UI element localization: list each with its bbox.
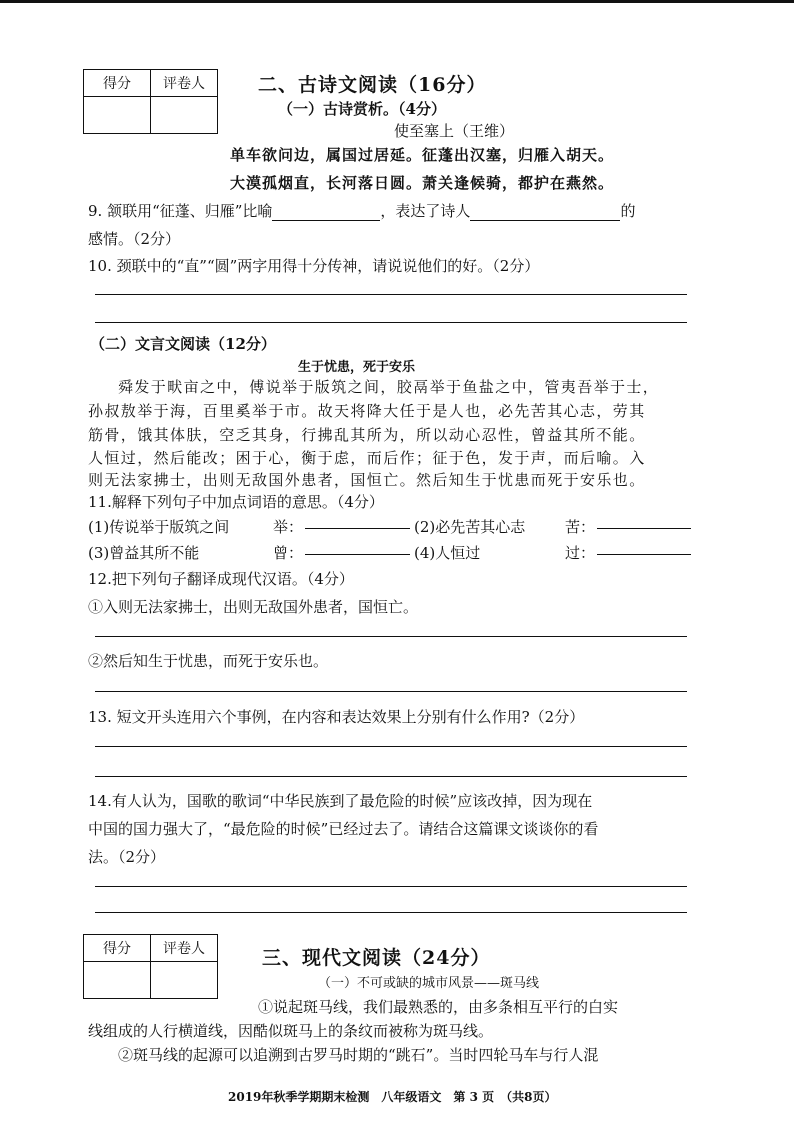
answer-line[interactable] bbox=[95, 746, 687, 747]
classical-line: 人恒过，然后能改；困于心，衡于虑，而后作；征于色，发于声，而后喻。入 bbox=[88, 449, 646, 467]
classical-line: 则无法家拂士，出则无敌国外患者，国恒亡。然后知生于忧患而死于安乐也。 bbox=[88, 471, 646, 489]
answer-line[interactable] bbox=[95, 691, 687, 692]
grader-cell[interactable] bbox=[151, 97, 218, 134]
score-label: 得分 bbox=[84, 935, 151, 962]
question-12: 12.把下列句子翻译成现代汉语。（4分） bbox=[88, 570, 354, 588]
question-14-line: 法。（2分） bbox=[88, 848, 166, 866]
q9-text-a: 9. 颔联用“征蓬、归雁”比喻 bbox=[88, 202, 273, 220]
q11-item-sentence: (3)曾益其所不能 bbox=[88, 544, 200, 562]
question-10: 10. 颈联中的“直”“圆”两字用得十分传神，请说说他们的好。（2分） bbox=[88, 257, 540, 275]
q11-blank[interactable] bbox=[305, 514, 410, 529]
section2-heading: 二、古诗文阅读（16分） bbox=[258, 74, 487, 96]
paragraph-1-line: 线组成的人行横道线，因酷似斑马上的条纹而被称为斑马线。 bbox=[88, 1022, 494, 1040]
classical-line: 筋骨，饿其体肤，空乏其身，行拂乱其所为，所以动心忍性，曾益其所不能。 bbox=[88, 426, 646, 444]
grader-label: 评卷人 bbox=[151, 935, 218, 962]
question-14-line: 14.有人认为，国歌的歌词“中华民族到了最危险的时候”应该改掉，因为现在 bbox=[88, 792, 593, 810]
q12-sentence-1: ①入则无法家拂士，出则无敌国外患者，国恒亡。 bbox=[88, 598, 419, 616]
score-cell[interactable] bbox=[84, 97, 151, 134]
classical-line: 舜发于畎亩之中，傅说举于版筑之间，胶鬲举于鱼盐之中，管夷吾举于士， bbox=[118, 378, 660, 396]
score-table bbox=[83, 69, 218, 134]
answer-line[interactable] bbox=[95, 776, 687, 777]
score-label: 得分 bbox=[84, 70, 151, 97]
q12-sentence-2: ②然后知生于忧患，而死于安乐也。 bbox=[88, 652, 329, 670]
q11-blank[interactable] bbox=[305, 540, 410, 555]
q11-item-sentence: (1)传说举于版筑之间 bbox=[88, 518, 230, 536]
q11-item-word: 过： bbox=[565, 544, 596, 562]
q9-blank-1[interactable] bbox=[272, 206, 380, 221]
q11-blank[interactable] bbox=[597, 514, 691, 529]
q9-continued: 感情。（2分） bbox=[88, 230, 181, 248]
q11-item-sentence: (4)人恒过 bbox=[414, 544, 481, 562]
q9-text-b: ，表达了诗人 bbox=[380, 202, 471, 220]
q11-blank[interactable] bbox=[597, 540, 691, 555]
poem-line-1: 单车欲问边，属国过居延。征蓬出汉塞，归雁入胡天。 bbox=[230, 146, 615, 164]
score-cell[interactable] bbox=[84, 962, 151, 999]
classical-line: 孙叔敖举于海，百里奚举于市。故天将降大任于是人也，必先苦其心志，劳其 bbox=[88, 402, 646, 420]
answer-line[interactable] bbox=[95, 886, 687, 887]
poem-subheading: （一）古诗赏析。（4分） bbox=[278, 100, 446, 118]
top-border bbox=[0, 0, 794, 3]
grader-label: 评卷人 bbox=[151, 70, 218, 97]
reading-title: （一）不可或缺的城市风景——斑马线 bbox=[318, 976, 540, 991]
section3-heading: 三、现代文阅读（24分） bbox=[262, 947, 491, 969]
classical-title: 生于忧患，死于安乐 bbox=[298, 360, 416, 375]
question-9 bbox=[88, 200, 635, 221]
q11-item-word: 苦： bbox=[565, 518, 596, 536]
paragraph-2-line: ②斑马线的起源可以追溯到古罗马时期的“跳石”。当时四轮马车与行人混 bbox=[118, 1046, 599, 1064]
answer-line[interactable] bbox=[95, 294, 687, 295]
answer-line[interactable] bbox=[95, 636, 687, 637]
q9-blank-2[interactable] bbox=[470, 206, 620, 221]
question-13: 13. 短文开头连用六个事例，在内容和表达效果上分别有什么作用?（2分） bbox=[88, 708, 585, 726]
answer-line[interactable] bbox=[95, 912, 687, 913]
q11-item-word: 曾： bbox=[273, 544, 304, 562]
score-table bbox=[83, 934, 218, 999]
poem-title: 使至塞上（王维） bbox=[394, 122, 515, 140]
question-11: 11.解释下列句子中加点词语的意思。（4分） bbox=[88, 493, 384, 511]
paragraph-1-line: ①说起斑马线，我们最熟悉的，由多条相互平行的白实 bbox=[258, 998, 619, 1016]
question-14-line: 中国的国力强大了，“最危险的时候”已经过去了。请结合这篇课文谈谈你的看 bbox=[88, 820, 599, 838]
q9-text-c: 的 bbox=[620, 202, 636, 220]
poem-line-2: 大漠孤烟直，长河落日圆。萧关逢候骑，都护在燕然。 bbox=[230, 174, 615, 192]
page-footer: 2019年秋季学期期末检测 八年级语文 第 3 页 （共8页） bbox=[228, 1090, 557, 1104]
classical-subheading: （二）文言文阅读（12分） bbox=[90, 335, 276, 353]
q11-item-sentence: (2)必先苦其心志 bbox=[414, 518, 526, 536]
answer-line[interactable] bbox=[95, 322, 687, 323]
grader-cell[interactable] bbox=[151, 962, 218, 999]
q11-item-word: 举： bbox=[273, 518, 304, 536]
